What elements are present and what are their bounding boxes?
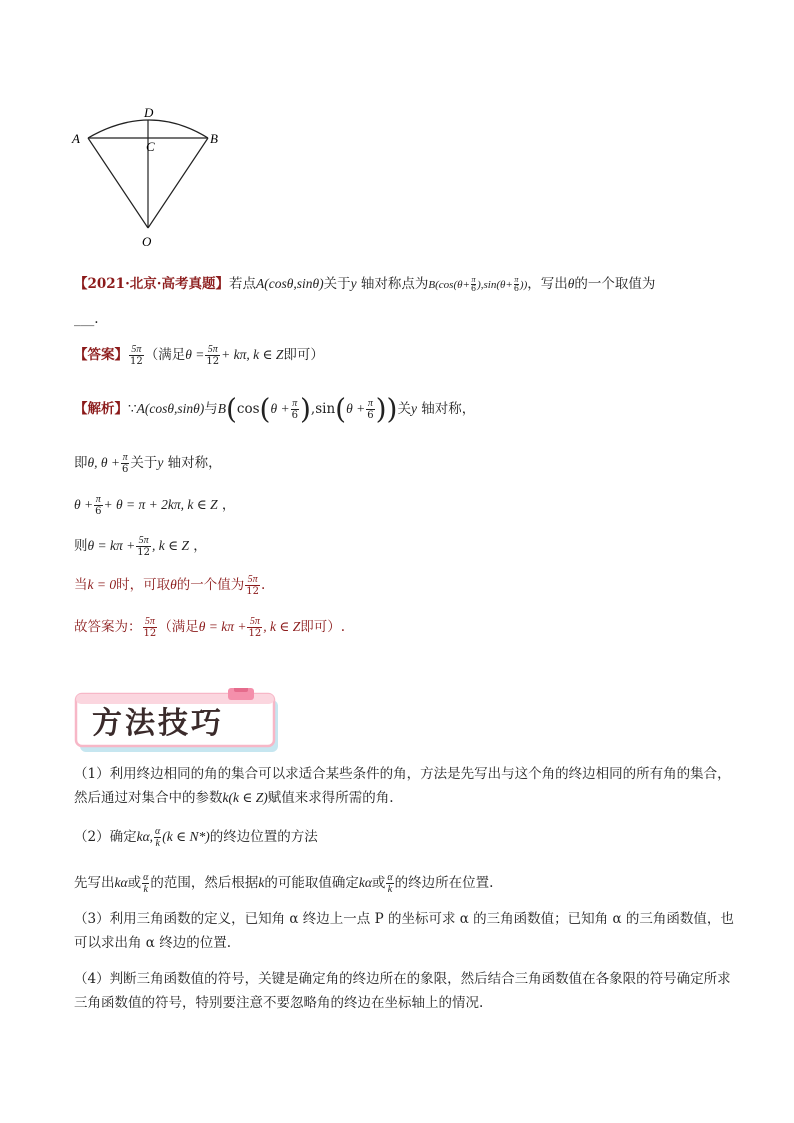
- label-b: B: [210, 131, 218, 146]
- method-item-2b: 先写出kα或 $\frac{\alpha}{k}$ 的范围，然后根据k的可能取值确定kα或 $\frac{\alpha}{k}$ 的终边所在位置.: [74, 872, 494, 895]
- analysis-line-2: 即θ, θ + $\frac{\pi}{6}$ 关于y 轴对称，: [74, 452, 222, 475]
- sector-figure: [60, 96, 230, 256]
- answer-tag: 【答案】: [74, 347, 128, 363]
- analysis-line-6: 故答案为： $\frac{5\pi}{12}$ （满足θ = kπ + $\frac{5\pi}{12}$ , k ∈ Z即可）.: [74, 616, 345, 639]
- source-tag: 【2021·北京·高考真题】: [74, 276, 229, 292]
- problem-statement: 【2021·北京·高考真题】若点A(cosθ,sinθ)关于y 轴对称点为B(cos(θ+ $\frac{\pi}{6}),\sin(\theta+$ $\frac{\pi}{6}$))，写出θ的一个取值为: [74, 275, 656, 293]
- radius-oa: [88, 138, 148, 228]
- label-c: C: [146, 139, 155, 154]
- method-item-3: （3）利用三角函数的定义，已知角 α 终边上一点 P 的坐标可求 α 的三角函数值；已知角 α 的三角函数值，也可以求出角 α 终边的位置.: [74, 911, 734, 951]
- analysis-line-1: 【解析】∵A(cosθ,sinθ)与B(cos(θ + $\frac{\pi}{6}$ ),sin(θ + $\frac{\pi}{6}$ ))关y 轴对称，: [74, 392, 476, 426]
- analysis-line-5: 当k = 0时，可取θ的一个值为 $\frac{5\pi}{12}$ .: [74, 574, 266, 597]
- radius-ob: [148, 138, 208, 228]
- analysis-line-3: θ + $\frac{\pi}{6}$ + θ = π + 2kπ, k ∈ Z ，: [74, 494, 236, 517]
- method-item-2: （2）确定kα, $\frac{\alpha}{k}$ (k ∈ N*)的终边位置的方法: [74, 826, 318, 849]
- answer-blank: ___.: [74, 311, 99, 327]
- banner-title: 方法技巧: [92, 706, 224, 741]
- label-d: D: [144, 105, 154, 120]
- method-item-1: （1）利用终边相同的角的集合可以求适合某些条件的角，方法是先写出与这个角的终边相同的所有角的集合，然后通过对集合中的参数k(k ∈ Z)赋值来求得所需的角.: [74, 766, 731, 806]
- method-banner: [74, 688, 284, 756]
- label-o: O: [142, 234, 152, 249]
- clip-icon: [228, 688, 254, 700]
- answer-line: 【答案】 $\frac{5\pi}{12}$ （满足θ = $\frac{5\pi}{12}$ + kπ, k ∈ Z即可）: [74, 344, 324, 367]
- method-item-4: （4）判断三角函数值的符号，关键是确定角的终边所在的象限，然后结合三角函数值在各象限的符号确定所求三角函数值的符号，特别要注意不要忽略角的终边在坐标轴上的情况.: [74, 971, 731, 1011]
- analysis-tag: 【解析】: [74, 401, 128, 417]
- analysis-line-4: 则θ = kπ + $\frac{5\pi}{12}$ , k ∈ Z ，: [74, 535, 207, 558]
- label-a: A: [72, 131, 80, 146]
